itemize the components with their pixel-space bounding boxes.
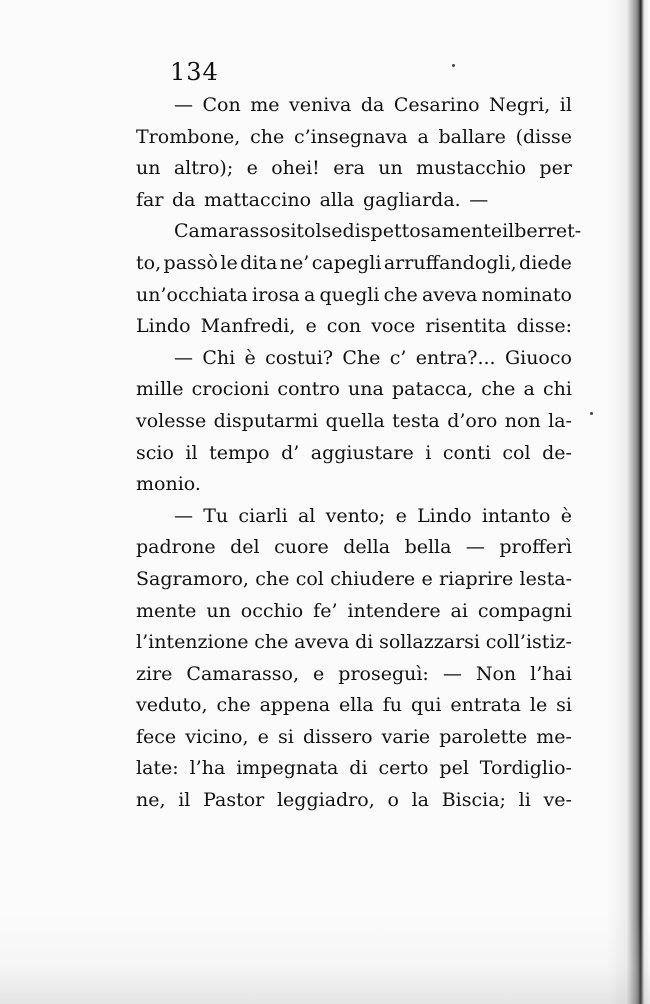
text-word: Camarasso	[174, 220, 281, 243]
text-word: Tu	[203, 504, 229, 527]
text-word: che	[255, 567, 290, 590]
text-word: ve-	[543, 789, 572, 812]
page-spine-shadow	[608, 0, 650, 1004]
text-line	[136, 501, 572, 533]
text-word: che	[216, 694, 251, 717]
text-word: è	[560, 504, 572, 527]
text-word: per	[539, 157, 572, 180]
text-word: Lindo	[136, 315, 191, 338]
text-word: entra?...	[415, 346, 496, 369]
text-word: c’insegnava	[293, 125, 408, 148]
text-word: mille	[136, 378, 184, 401]
text-word: Biscia;	[441, 789, 506, 812]
text-word: ella	[339, 694, 374, 717]
text-word: testa	[392, 409, 440, 432]
text-word: un	[206, 599, 231, 622]
text-word: ne,	[136, 789, 166, 812]
text-line	[136, 216, 582, 248]
text-word: è	[244, 346, 256, 369]
text-word: disse:	[516, 315, 572, 338]
text-word: d’	[281, 441, 300, 464]
text-word: volesse	[136, 409, 207, 432]
text-line	[136, 532, 572, 564]
text-word: a	[303, 283, 316, 306]
text-word: certo	[378, 757, 429, 780]
text-word: Che	[342, 346, 381, 369]
text-word: si	[278, 725, 294, 748]
text-word: un	[136, 157, 161, 180]
text-word: non	[504, 409, 541, 432]
text-word: Non	[475, 662, 517, 685]
text-word: mustacchio	[416, 157, 527, 180]
text-word: e	[395, 504, 407, 527]
text-word: conti	[442, 441, 491, 464]
text-line	[136, 722, 572, 754]
text-word: era	[333, 157, 365, 180]
text-word: to,	[136, 251, 162, 274]
text-word: con	[326, 315, 362, 338]
text-word: veniva	[288, 94, 352, 116]
text-word: che	[383, 283, 418, 306]
text-word: il	[559, 94, 572, 116]
text-word: aveva	[294, 631, 350, 654]
body-text	[136, 90, 582, 817]
text-word: veduto,	[136, 694, 208, 717]
text-word: zire	[136, 662, 173, 685]
text-word: tempo	[209, 441, 270, 464]
text-word: del	[230, 536, 260, 559]
text-word: me-	[536, 725, 572, 748]
text-word: che	[254, 631, 289, 654]
text-word: Con	[202, 94, 241, 116]
text-word: Chi	[202, 346, 236, 369]
text-word: a	[417, 125, 429, 148]
text-word: late:	[136, 757, 179, 780]
text-word: parolette	[439, 725, 528, 748]
text-word: il	[185, 441, 198, 464]
text-line	[136, 469, 572, 501]
text-word: e	[313, 662, 325, 685]
text-word: de-	[542, 441, 572, 464]
text-word: chiudere	[330, 567, 416, 590]
text-word: l’intenzione	[136, 631, 249, 654]
text-word: compagni	[477, 599, 572, 622]
text-word: berret-	[514, 220, 582, 243]
text-word: ciarli	[238, 504, 288, 527]
page-number: 134	[170, 58, 219, 86]
text-word: varie	[381, 725, 431, 748]
text-line	[136, 248, 572, 280]
text-word: cuore	[274, 536, 329, 559]
text-word: appena	[259, 694, 331, 717]
text-word: (disse	[515, 125, 572, 148]
text-word: gagliarda.	[362, 188, 461, 211]
text-word: la	[411, 789, 430, 812]
text-word: lesta-	[519, 567, 572, 590]
text-word: altro);	[173, 157, 234, 180]
text-word: o	[387, 789, 399, 812]
text-word: dita	[240, 251, 278, 274]
paper-speck	[452, 64, 455, 67]
text-word: d’oro	[447, 409, 498, 432]
text-line	[136, 627, 572, 659]
text-word: l’hai	[530, 662, 572, 685]
text-word: il	[502, 220, 515, 243]
text-word: intanto	[481, 504, 551, 527]
text-word: i	[425, 441, 432, 464]
text-word: Manfredi,	[200, 315, 296, 338]
text-word: pel	[439, 757, 469, 780]
text-word: disputarmi	[213, 409, 319, 432]
text-line	[136, 311, 572, 343]
text-word: —	[442, 662, 462, 685]
text-word: —	[174, 94, 193, 116]
text-word: mente	[136, 599, 197, 622]
page-bottom-shadow	[0, 914, 650, 1004]
text-word: —	[174, 346, 193, 369]
text-word: far	[136, 188, 164, 211]
text-word: voce	[371, 315, 416, 338]
text-word: vicino,	[185, 725, 249, 748]
text-word: aggiustare	[310, 441, 414, 464]
text-word: chi	[542, 378, 572, 401]
text-word: proseguì:	[338, 662, 429, 685]
text-word: di	[349, 757, 368, 780]
text-word: col	[502, 441, 531, 464]
text-word: —	[174, 504, 193, 527]
text-word: contro	[277, 378, 340, 401]
text-word: irosa	[252, 283, 300, 306]
text-word: l’ha	[189, 757, 226, 780]
text-word: Pastor	[203, 789, 265, 812]
text-word: e	[421, 567, 433, 590]
text-word: che	[481, 378, 516, 401]
text-word: il	[178, 789, 191, 812]
text-word: Cesarino	[393, 94, 480, 116]
text-word: passò	[163, 251, 218, 274]
text-line	[136, 406, 572, 438]
text-word: da	[172, 188, 196, 211]
text-word: capegli	[311, 251, 382, 274]
text-word: —	[469, 188, 489, 211]
text-word: Lindo	[417, 504, 472, 527]
text-word: arruffandogli,	[383, 251, 517, 274]
text-word: entrata	[450, 694, 521, 717]
text-word: fece	[136, 725, 177, 748]
text-word: costui?	[265, 346, 334, 369]
text-word: dispettosamente	[342, 220, 503, 243]
text-word: bella	[404, 536, 452, 559]
text-word: li	[518, 789, 531, 812]
text-word: un	[378, 157, 403, 180]
text-word: —	[465, 536, 485, 559]
text-word: e	[246, 157, 258, 180]
text-word: ne’	[279, 251, 310, 274]
text-word: la-	[548, 409, 572, 432]
text-word: a	[523, 378, 535, 401]
text-word: impegnata	[236, 757, 339, 780]
text-word: risentita	[425, 315, 507, 338]
text-word: che	[250, 125, 285, 148]
text-word: Sagramoro,	[136, 567, 249, 590]
text-word: profferì	[499, 536, 572, 559]
text-word: e	[257, 725, 269, 748]
text-word: si	[556, 694, 572, 717]
text-word: riaprire	[439, 567, 514, 590]
text-word: occhio	[240, 599, 304, 622]
text-word: le	[220, 251, 238, 274]
text-word: aveva	[421, 283, 478, 306]
text-line	[136, 596, 572, 628]
text-word: scio	[136, 441, 174, 464]
text-word: al	[297, 504, 316, 527]
text-word: padrone	[136, 536, 216, 559]
text-word: una	[348, 378, 384, 401]
text-line	[136, 785, 572, 817]
text-word: crocioni	[191, 378, 270, 401]
paper-speck	[590, 412, 593, 415]
text-word: monio.	[136, 473, 201, 496]
text-line	[136, 343, 572, 375]
text-word: mattaccino	[204, 188, 312, 211]
text-word: quegli	[319, 283, 380, 306]
text-word: dissero	[303, 725, 373, 748]
text-line	[136, 185, 572, 217]
text-word: tolse	[296, 220, 343, 243]
text-word: c’	[389, 346, 407, 369]
text-word: sollazzarsi	[379, 631, 480, 654]
text-word: Negri,	[489, 94, 551, 116]
text-line	[136, 122, 572, 154]
text-word: vento;	[325, 504, 386, 527]
text-word: quella	[325, 409, 385, 432]
text-word: da	[360, 94, 385, 116]
text-word: Giuoco	[504, 346, 572, 369]
text-word: intendere	[347, 599, 441, 622]
text-word: e	[305, 315, 317, 338]
text-line	[136, 438, 572, 470]
text-line	[136, 564, 572, 596]
text-word: Trombone,	[136, 125, 241, 148]
text-word: della	[343, 536, 391, 559]
text-line	[136, 753, 572, 785]
text-word: leggiadro,	[276, 789, 375, 812]
text-word: si	[280, 220, 297, 243]
text-word: col	[295, 567, 324, 590]
text-word: fu	[382, 694, 402, 717]
text-word: fe’	[313, 599, 338, 622]
text-word: le	[529, 694, 548, 717]
text-word: ballare	[438, 125, 506, 148]
text-line	[136, 374, 572, 406]
text-word: ai	[450, 599, 468, 622]
text-line	[136, 153, 572, 185]
text-line	[136, 280, 572, 312]
text-word: diede	[519, 251, 572, 274]
text-word: patacca,	[392, 378, 474, 401]
text-word: un’occhiata	[136, 283, 248, 306]
text-word: coll’istiz-	[485, 631, 572, 654]
text-word: nominato	[481, 283, 572, 306]
text-line	[136, 690, 572, 722]
text-word: Tordiglio-	[479, 757, 572, 780]
text-line	[136, 659, 572, 691]
text-word: di	[355, 631, 374, 654]
text-word: ohei!	[271, 157, 320, 180]
text-word: Camarasso,	[186, 662, 300, 685]
text-word: me	[250, 94, 280, 116]
text-word: qui	[410, 694, 442, 717]
text-word: alla	[319, 188, 355, 211]
text-line	[136, 90, 572, 122]
